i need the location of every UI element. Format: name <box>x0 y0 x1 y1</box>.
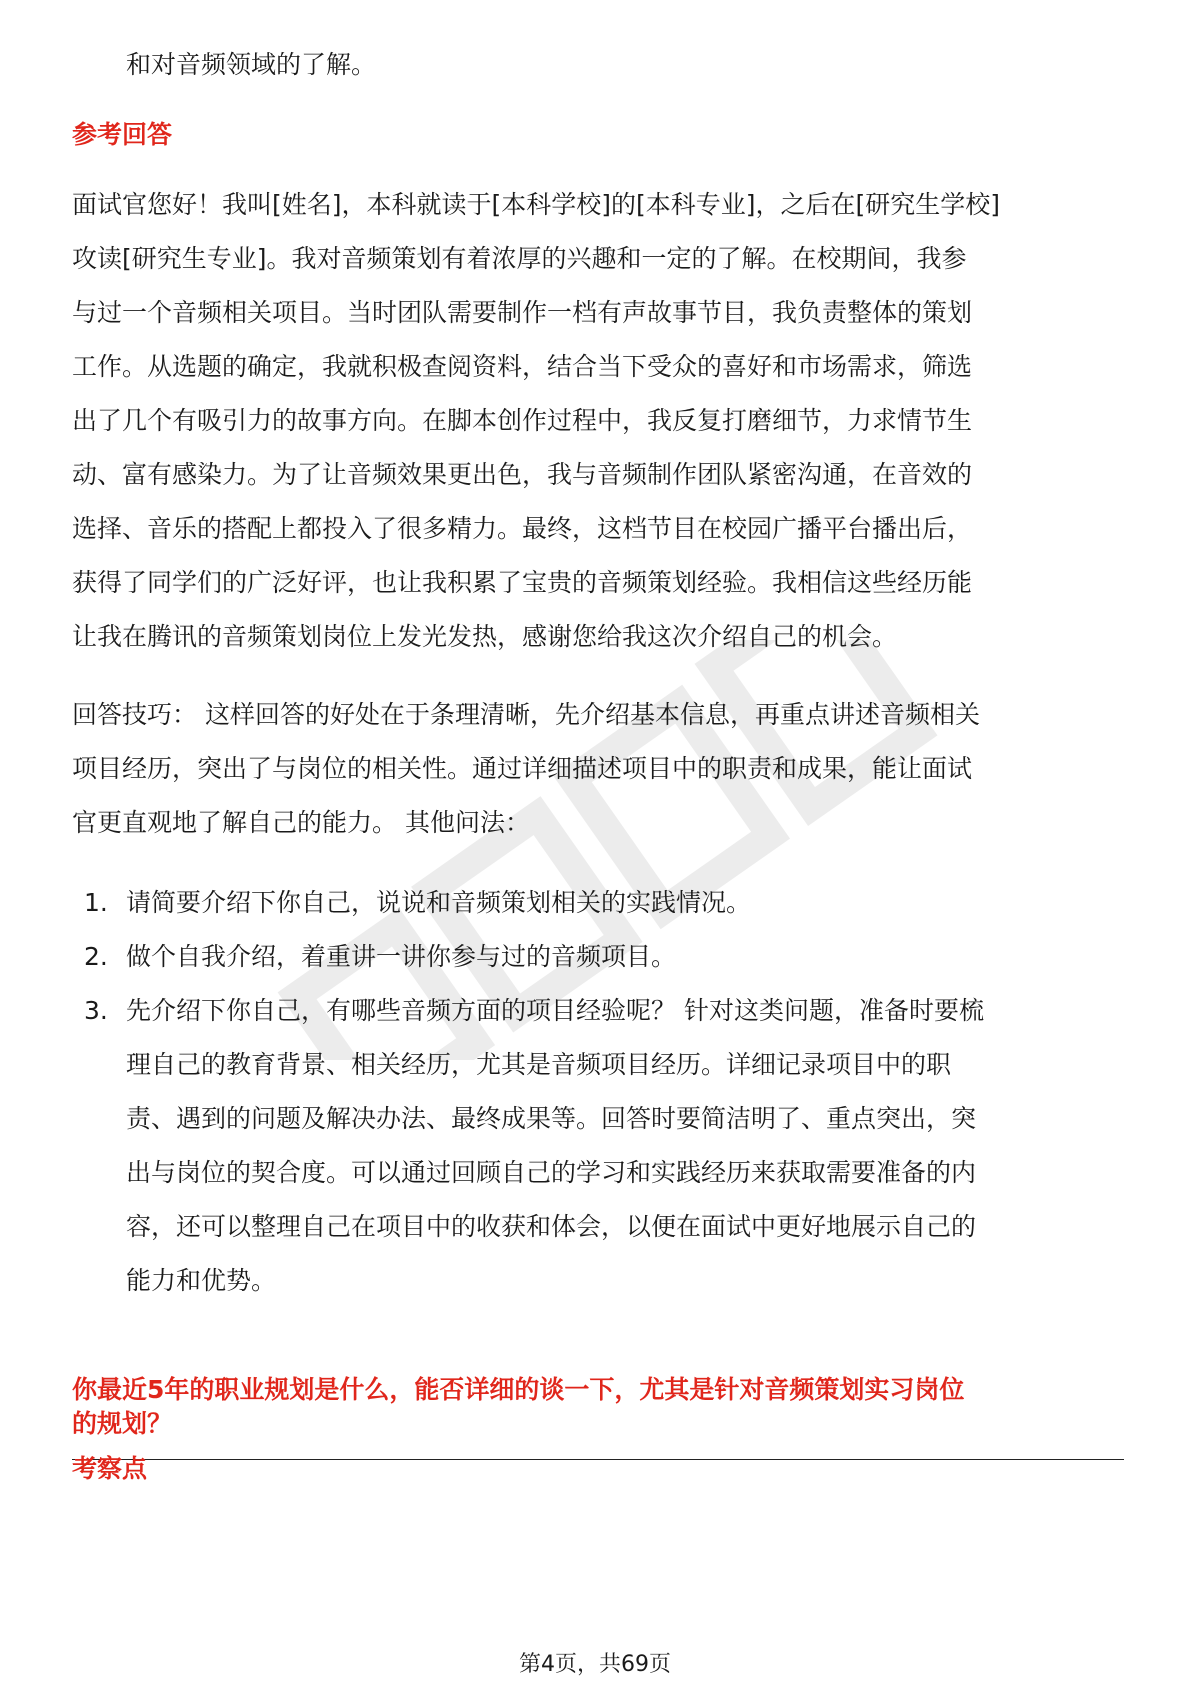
tips-line: 项目经历，突出了与岗位的相关性。通过详细描述项目中的职责和成果，能让面试 <box>72 754 973 783</box>
answer-line: 工作。从选题的确定，我就积极查阅资料，结合当下受众的喜好和市场需求，筛选 <box>72 352 973 381</box>
tips-line: 官更直观地了解自己的能力。 其他问法： <box>72 808 530 837</box>
reference-answer-heading: 参考回答 <box>72 120 173 149</box>
list-item-text: 责、遇到的问题及解决办法、最终成果等。回答时要简洁明了、重点突出，突 <box>126 1104 977 1133</box>
tips-line: 回答技巧： 这样回答的好处在于条理清晰，先介绍基本信息，再重点讲述音频相关 <box>72 700 980 729</box>
list-number: 3. <box>84 996 108 1025</box>
page-footer: 第4页，共69页 <box>519 1652 671 1677</box>
next-question-title: 的规划？ <box>72 1409 173 1438</box>
list-item-text: 先介绍下你自己，有哪些音频方面的项目经验呢？ 针对这类问题，准备时要梳 <box>126 996 984 1025</box>
list-number: 1. <box>84 888 108 917</box>
list-number: 2. <box>84 942 108 971</box>
answer-line: 攻读[研究生专业]。我对音频策划有着浓厚的兴趣和一定的了解。在校期间，我参 <box>72 244 967 273</box>
next-question-title: 你最近5年的职业规划是什么，能否详细的谈一下，尤其是针对音频策划实习岗位 <box>72 1375 965 1404</box>
answer-line: 获得了同学们的广泛好评，也让我积累了宝贵的音频策划经验。我相信这些经历能 <box>72 568 973 597</box>
answer-line: 让我在腾讯的音频策划岗位上发光发热，感谢您给我这次介绍自己的机会。 <box>72 622 898 651</box>
section-divider <box>72 1459 1124 1460</box>
list-item-text: 容，还可以整理自己在项目中的收获和体会，以便在面试中更好地展示自己的 <box>126 1212 977 1241</box>
next-question-subheading: 考察点 <box>72 1454 148 1483</box>
list-item-text: 做个自我介绍，着重讲一讲你参与过的音频项目。 <box>126 942 677 971</box>
answer-line: 面试官您好！我叫[姓名]，本科就读于[本科学校]的[本科专业]，之后在[研究生学校] <box>72 190 1001 219</box>
answer-line: 动、富有感染力。为了让音频效果更出色，我与音频制作团队紧密沟通，在音效的 <box>72 460 973 489</box>
list-item-text: 能力和优势。 <box>126 1266 277 1295</box>
intro-tail-text: 和对音频领域的了解。 <box>126 50 377 79</box>
list-item-text: 理自己的教育背景、相关经历，尤其是音频项目经历。详细记录项目中的职 <box>126 1050 952 1079</box>
answer-line: 选择、音乐的搭配上都投入了很多精力。最终，这档节目在校园广播平台播出后， <box>72 514 973 543</box>
answer-line: 与过一个音频相关项目。当时团队需要制作一档有声故事节目，我负责整体的策划 <box>72 298 973 327</box>
answer-line: 出了几个有吸引力的故事方向。在脚本创作过程中，我反复打磨细节，力求情节生 <box>72 406 973 435</box>
list-item-text: 请简要介绍下你自己，说说和音频策划相关的实践情况。 <box>126 888 752 917</box>
list-item-text: 出与岗位的契合度。可以通过回顾自己的学习和实践经历来获取需要准备的内 <box>126 1158 977 1187</box>
